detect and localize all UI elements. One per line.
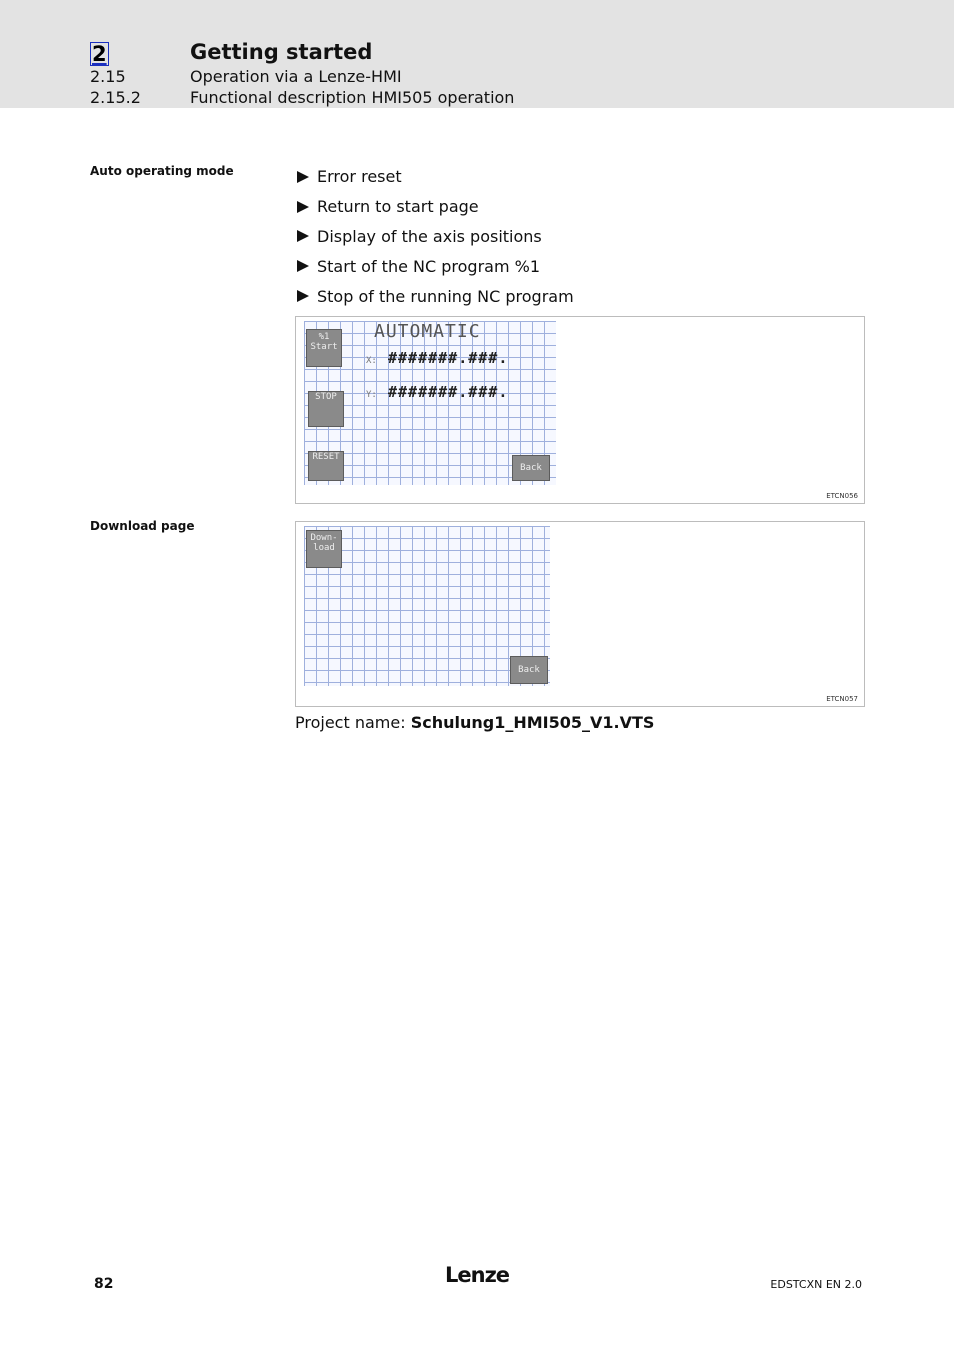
hmi-title: AUTOMATIC — [374, 321, 481, 342]
list-item — [297, 281, 574, 311]
arrow-right-icon — [297, 260, 309, 272]
auto-mode-bullet-list — [297, 162, 574, 311]
arrow-right-icon — [297, 201, 309, 213]
subsection-title: Functional description HMI505 operation — [190, 88, 515, 107]
reset-button[interactable]: RESET — [308, 451, 344, 481]
chapter-number-link[interactable]: 2 — [92, 42, 107, 66]
y-axis-row — [366, 383, 508, 401]
project-name-prefix: Project name: — [295, 713, 411, 732]
x-axis-row — [366, 349, 508, 367]
list-item — [297, 192, 574, 222]
bullet-text: Display of the axis positions — [317, 226, 542, 246]
subsection-number: 2.15.2 — [90, 88, 141, 107]
list-item — [297, 251, 574, 281]
bullet-text: Error reset — [317, 167, 402, 187]
x-axis-label: X: — [366, 356, 377, 366]
download-page-figure — [295, 521, 865, 707]
x-axis-value: #######.###. — [388, 349, 509, 367]
download-page-label: Download page — [90, 519, 195, 533]
list-item — [297, 162, 574, 192]
project-name-value: Schulung1_HMI505_V1.VTS — [410, 713, 655, 732]
arrow-right-icon — [297, 230, 309, 242]
auto-mode-label: Auto operating mode — [90, 164, 234, 178]
figure-id: ETCN056 — [826, 492, 858, 500]
document-id: EDSTCXN EN 2.0 — [770, 1278, 862, 1291]
stop-button[interactable]: STOP — [308, 391, 344, 427]
section-title: Operation via a Lenze-HMI — [190, 67, 402, 86]
arrow-right-icon — [297, 290, 309, 302]
lenze-logo: Lenze — [445, 1263, 510, 1287]
arrow-right-icon — [297, 171, 309, 183]
back-button[interactable]: Back — [512, 455, 550, 481]
auto-mode-figure — [295, 316, 865, 504]
project-name-line — [295, 713, 654, 732]
bullet-text: Start of the NC program %1 — [317, 256, 541, 276]
start-button[interactable]: %1 Start — [306, 329, 342, 367]
y-axis-label: Y: — [366, 390, 377, 400]
chapter-title: Getting started — [190, 40, 373, 64]
back-button[interactable]: Back — [510, 656, 548, 684]
list-item — [297, 222, 574, 252]
y-axis-value: #######.###. — [388, 383, 509, 401]
bullet-text: Stop of the running NC program — [317, 286, 574, 306]
figure-id: ETCN057 — [826, 695, 858, 703]
download-button[interactable]: Down- load — [306, 530, 342, 568]
section-number: 2.15 — [90, 67, 126, 86]
page-number: 82 — [94, 1276, 114, 1292]
hmi-auto-screen — [304, 321, 556, 485]
hmi-download-screen — [304, 526, 550, 686]
bullet-text: Return to start page — [317, 197, 479, 217]
